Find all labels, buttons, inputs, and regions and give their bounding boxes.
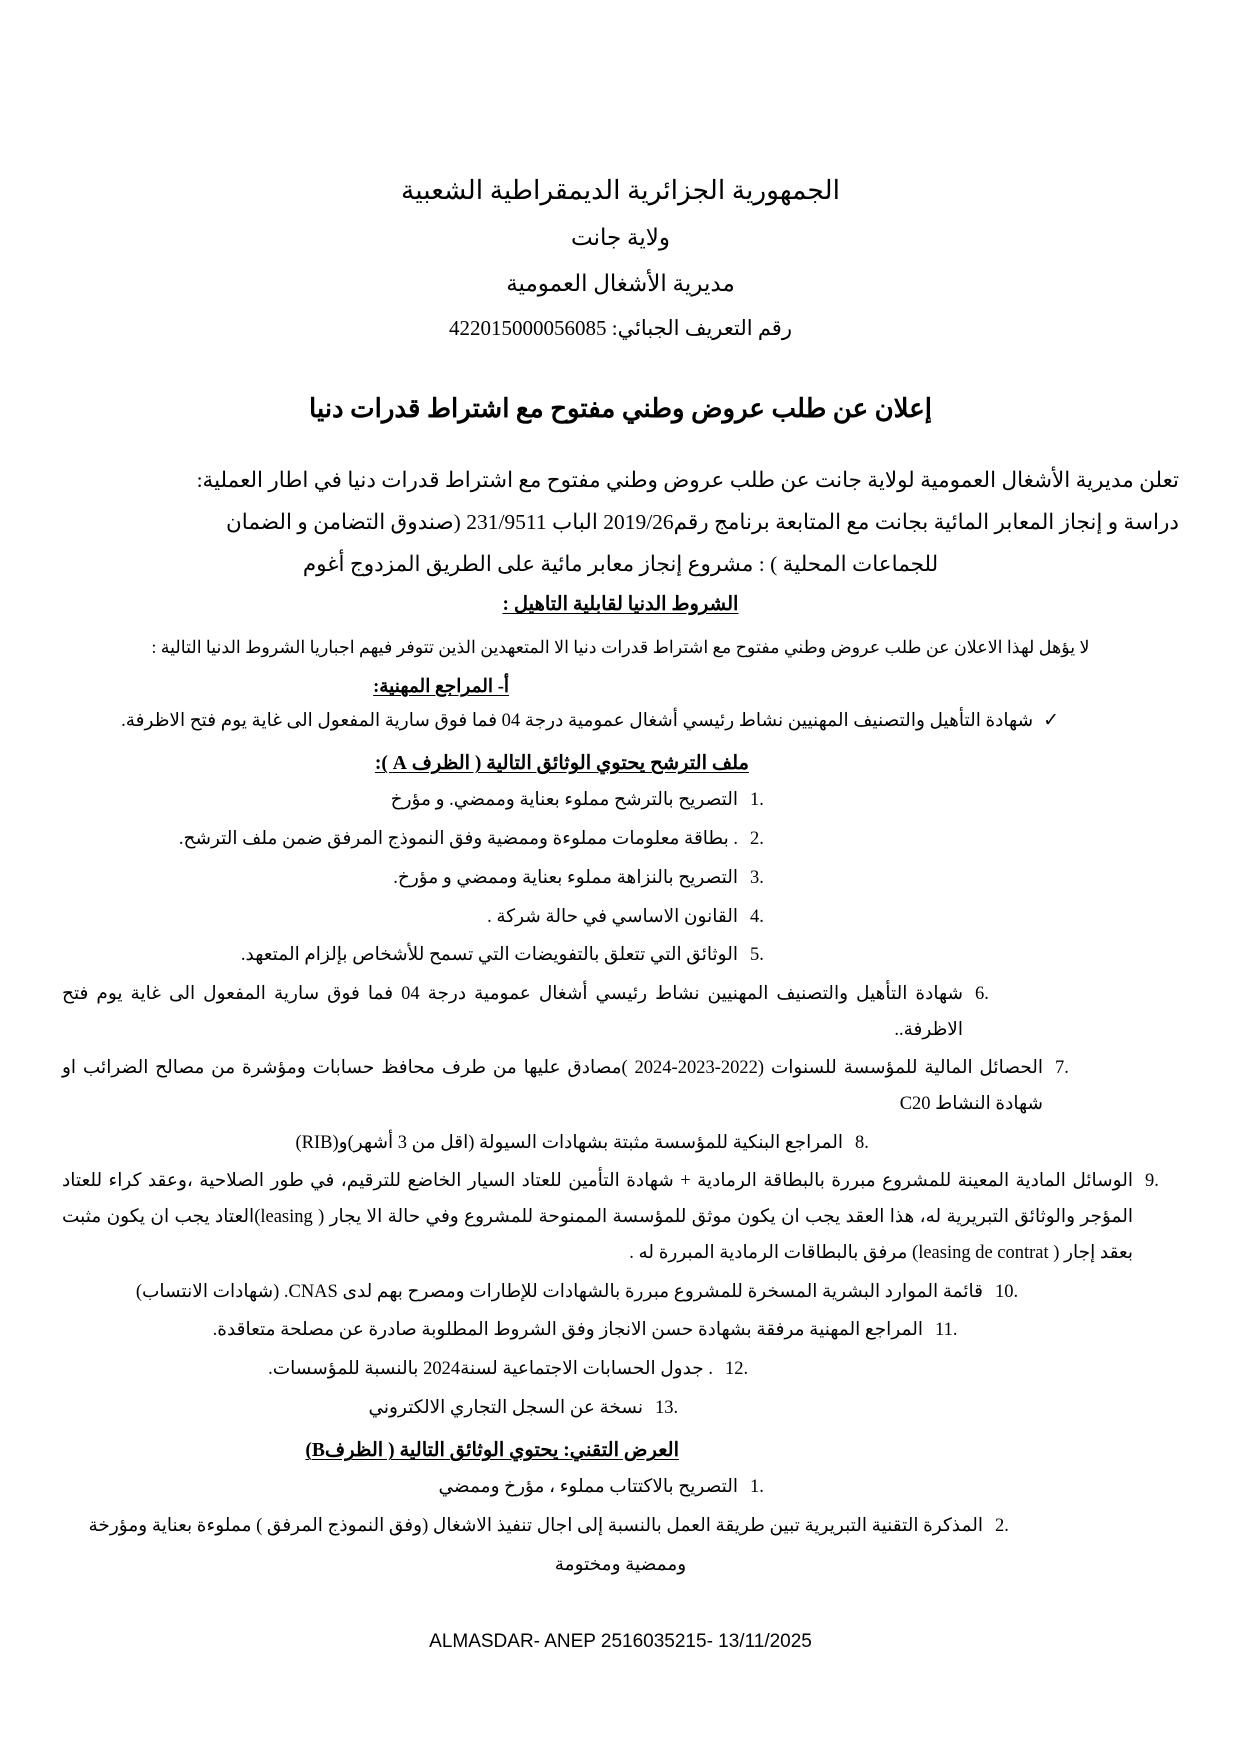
list-item-number: 2. (750, 829, 764, 850)
list-item (62, 822, 1179, 858)
checkmark-icon: ✓ (1043, 710, 1059, 732)
list-item (62, 1391, 1179, 1427)
document-footer: ALMASDAR- ANEP 2516035215- 13/11/2025 (429, 1631, 812, 1653)
list-item-number: 7. (1055, 1058, 1069, 1079)
list-item (62, 900, 1179, 936)
list-item (62, 1470, 1179, 1506)
list-item-text: . بطاقة معلومات مملوءة وممضية وفق النموذج المرفق ضمن ملف الترشح. (178, 829, 738, 850)
list-item-text: الوسائل المادية المعينة للمشروع مبررة بالبطاقة الرمادية + شهادة التأمين للعتاد السيار الخاضع للترقيم، في طور الصلاحية ،وعقد كراء للعتاد المؤجر والوثائق التبريرية له، هذا العقد يجب ان يكون موثق للمؤسسة الممنوحة للمشروع وفي حالة الا يجار ( leasing)العتاد يجب ان يكون مثبت بعقد إجار ( leasing de contrat) مرفق بالبطاقات الرمادية المبررة له . (62, 1171, 1133, 1263)
intro-line-3: للجماعات المحلية ) : مشروع إنجاز معابر مائية على الطريق المزدوج أغوم (302, 552, 939, 577)
list-item-number: 12. (725, 1358, 749, 1379)
list-item-text: . جدول الحسابات الاجتماعية لسنة2024 بالنسبة للمؤسسات. (268, 1358, 713, 1379)
list-item-number: 3. (750, 867, 764, 888)
list-item (62, 1164, 1179, 1271)
page-title: إعلان عن طلب عروض وطني مفتوح مع اشتراط قدرات دنيا (309, 394, 932, 424)
list-item-number: 1. (750, 790, 764, 811)
intro-line-2: دراسة و إنجاز المعابر المائية بجانت مع المتابعة برنامج رقم2019/26 الباب 231/9511 (صندوق التضامن و الضمان (226, 510, 1179, 535)
list-item-text: التصريح بالاكتتاب مملوء ، مؤرخ وممضي (438, 1477, 738, 1498)
list-item (62, 861, 1179, 897)
list-item (62, 1051, 1179, 1122)
professional-refs-heading: أ- المراجع المهنية: (373, 677, 509, 698)
intro-line-1: تعلن مديرية الأشغال العمومية لولاية جانت عن طلب عروض وطني مفتوح مع اشتراط قدرات دنيا في اطار العملية: (196, 468, 1179, 493)
list-item (62, 783, 1179, 819)
list-item (62, 1126, 1179, 1162)
list-item-number: 9. (1145, 1171, 1159, 1192)
professional-refs-item-text: شهادة التأهيل والتصنيف المهنيين نشاط رئيسي أشغال عمومية درجة 04 فما فوق سارية المفعول الى غاية يوم فتح الاظرفة. (121, 711, 1034, 732)
list-item-number: 8. (855, 1132, 869, 1153)
list-item-number: 2. (995, 1516, 1009, 1537)
list-item-number: 5. (750, 945, 764, 966)
list-item-text: المراجع المهنية مرفقة بشهادة حسن الانجاز وفق الشروط المطلوبة صادرة عن مصلحة متعاقدة. (212, 1320, 923, 1341)
intro-paragraph (62, 460, 1179, 586)
list-item (62, 1313, 1179, 1349)
list-item (62, 938, 1179, 974)
professional-refs-item (62, 704, 1179, 739)
country-name: الجمهورية الجزائرية الديمقراطية الشعبية (401, 175, 840, 205)
list-item-text: الحصائل المالية للمؤسسة للسنوات (2022-2023-2024 )مصادق عليها من طرف محافظ حسابات ومؤشرة من مصالح الضرائب او شهادة النشاط C20 (62, 1058, 1043, 1115)
directorate-name: مديرية الأشغال العمومية (506, 271, 735, 297)
list-item-text: المراجع البنكية للمؤسسة مثبتة بشهادات السيولة (اقل من 3 أشهر)و(RIB) (295, 1132, 843, 1153)
tax-id-line: رقم التعريف الجبائي: 422015000056085 (449, 316, 792, 341)
list-item-text: قائمة الموارد البشرية المسخرة للمشروع مبررة بالشهادات للإطارات ومصرح بهم لدى CNAS. (شهادات الانتساب) (135, 1281, 983, 1302)
list-item-text: نسخة عن السجل التجاري الالكتروني (368, 1397, 643, 1418)
list-item-text: شهادة التأهيل والتصنيف المهنيين نشاط رئيسي أشغال عمومية درجة 04 فما فوق سارية المفعول الى غاية يوم فتح الاظرفة.. (62, 983, 963, 1040)
list-item (62, 1352, 1179, 1388)
list-item (62, 977, 1179, 1048)
list-item-number: 11. (935, 1320, 958, 1341)
min-conditions-text: لا يؤهل لهذا الاعلان عن طلب عروض وطني مفتوح مع اشتراط قدرات دنيا الا المتعهدين الذين تتوفر فيهم اجباريا الشروط الدنيا التالية : (151, 637, 1090, 658)
list-item-text: المذكرة التقنية التبريرية تبين طريقة العمل بالنسبة إلى اجال تنفيذ الاشغال (وفق النموذج المرفق ) مملوءة بعناية ومؤرخة (88, 1516, 983, 1537)
envelope-a-heading: ملف الترشح يحتوي الوثائق التالية ( الظرف A ): (374, 753, 749, 775)
min-conditions-heading: الشروط الدنيا لقابلية التاهيل : (502, 594, 739, 616)
list-item-number: 4. (750, 906, 764, 927)
list-item-number: 1. (750, 1477, 764, 1498)
envelope-b-heading: العرض التقني: يحتوي الوثائق التالية ( الظرفB) (305, 1440, 679, 1462)
list-item-number: 10. (995, 1281, 1019, 1302)
list-item-number: 6. (975, 983, 989, 1004)
wilaya-name: ولاية جانت (571, 225, 670, 251)
list-item-text: الوثائق التي تتعلق بالتفويضات التي تسمح للأشخاص بإلزام المتعهد. (240, 945, 738, 966)
list-item-text: التصريح بالنزاهة مملوء بعناية وممضي و مؤرخ. (393, 867, 738, 888)
list-item-text: القانون الاساسي في حالة شركة . (487, 906, 738, 927)
envelope-b-tail-line: وممضية ومختومة (554, 1554, 687, 1575)
envelope-a-list (62, 783, 1179, 1426)
list-item (62, 1275, 1179, 1311)
document-header (62, 165, 1179, 350)
list-item-number: 13. (655, 1397, 679, 1418)
envelope-b-list (62, 1470, 1179, 1544)
list-item-text: التصريح بالترشح مملوء بعناية وممضي. و مؤرخ (390, 790, 738, 811)
list-item (62, 1509, 1179, 1545)
